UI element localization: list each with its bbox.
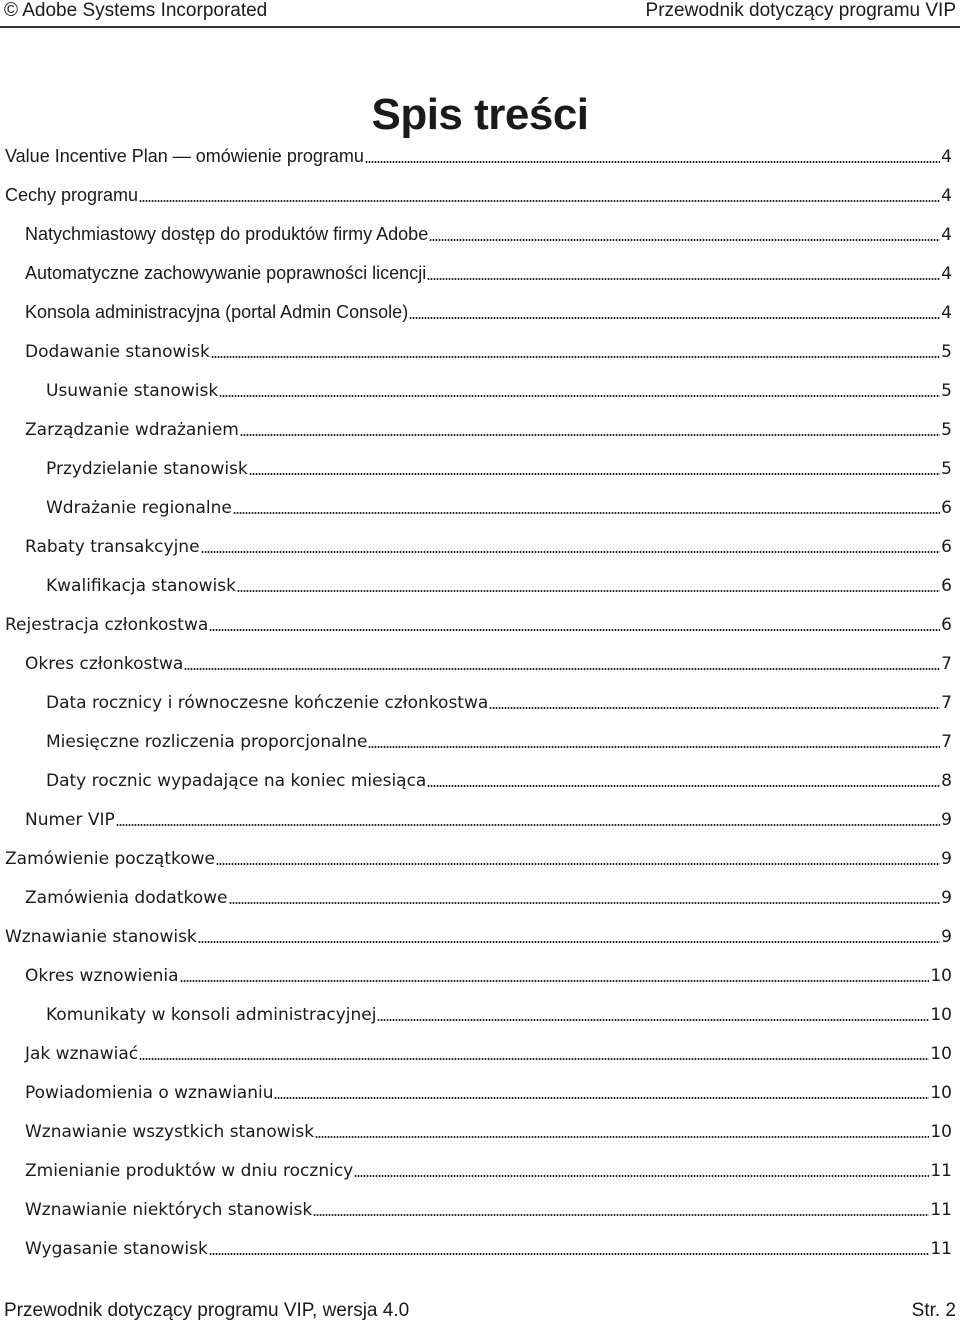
toc-entry[interactable] bbox=[0, 605, 960, 644]
toc-entry[interactable] bbox=[0, 566, 960, 605]
toc-entry[interactable] bbox=[0, 215, 960, 254]
toc-entry-page-number: 10 bbox=[930, 1121, 952, 1142]
toc-dot-leader bbox=[198, 941, 940, 943]
toc-dot-leader bbox=[219, 395, 940, 397]
toc-dot-leader bbox=[429, 239, 940, 241]
toc-dot-leader bbox=[489, 707, 940, 709]
toc-entry[interactable] bbox=[0, 839, 960, 878]
toc-dot-leader bbox=[427, 278, 940, 280]
toc-dot-leader bbox=[139, 1058, 929, 1060]
toc-entry-page-number: 10 bbox=[930, 1082, 952, 1103]
header-guide-title: Przewodnik dotyczący programu VIP bbox=[645, 0, 956, 21]
toc-entry-page-number: 4 bbox=[941, 146, 952, 167]
footer-document-version: Przewodnik dotyczący programu VIP, wersja 4.0 bbox=[4, 1300, 410, 1321]
toc-entry-label: Zamówienie początkowe bbox=[5, 848, 216, 869]
toc-entry-label: Rabaty transakcyjne bbox=[25, 536, 200, 557]
toc-entry-label: Wznawianie wszystkich stanowisk bbox=[25, 1121, 315, 1142]
toc-entry[interactable] bbox=[0, 1229, 960, 1268]
toc-entry-page-number: 10 bbox=[930, 1043, 952, 1064]
toc-entry-page-number: 9 bbox=[941, 887, 952, 908]
toc-entry-page-number: 9 bbox=[941, 848, 952, 869]
page-header bbox=[0, 0, 960, 28]
toc-entry-page-number: 6 bbox=[941, 536, 952, 557]
toc-entry-page-number: 5 bbox=[941, 419, 952, 440]
footer-page-number: Str. 2 bbox=[911, 1300, 956, 1321]
toc-entry-label: Wygasanie stanowisk bbox=[25, 1238, 208, 1259]
toc-dot-leader bbox=[201, 551, 941, 553]
toc-entry-label: Jak wznawiać bbox=[25, 1043, 139, 1064]
toc-entry-page-number: 10 bbox=[930, 965, 952, 986]
toc-entry[interactable] bbox=[0, 956, 960, 995]
toc-entry-page-number: 11 bbox=[930, 1199, 952, 1220]
toc-entry[interactable] bbox=[0, 332, 960, 371]
toc-entry-page-number: 4 bbox=[941, 185, 952, 206]
toc-dot-leader bbox=[180, 980, 930, 982]
toc-entry-page-number: 4 bbox=[941, 224, 952, 245]
toc-entry[interactable] bbox=[0, 1151, 960, 1190]
toc-entry-label: Dodawanie stanowisk bbox=[25, 341, 210, 362]
toc-entry[interactable] bbox=[0, 1112, 960, 1151]
toc-entry-page-number: 7 bbox=[941, 692, 952, 713]
toc-dot-leader bbox=[427, 785, 940, 787]
toc-entry-page-number: 9 bbox=[941, 926, 952, 947]
toc-entry-page-number: 6 bbox=[941, 497, 952, 518]
toc-dot-leader bbox=[274, 1097, 929, 1099]
toc-entry-label: Okres wznowienia bbox=[25, 965, 179, 986]
toc-entry-page-number: 8 bbox=[941, 770, 952, 791]
toc-entry[interactable] bbox=[0, 878, 960, 917]
toc-entry-label: Przydzielanie stanowisk bbox=[46, 458, 248, 479]
toc-entry-page-number: 11 bbox=[930, 1160, 952, 1181]
toc-entry[interactable] bbox=[0, 1190, 960, 1229]
toc-entry-page-number: 5 bbox=[941, 458, 952, 479]
toc-entry-page-number: 4 bbox=[941, 263, 952, 284]
toc-entry[interactable] bbox=[0, 449, 960, 488]
toc-dot-leader bbox=[116, 824, 940, 826]
toc-dot-leader bbox=[184, 668, 940, 670]
page-footer bbox=[0, 1298, 960, 1330]
toc-entry-label: Automatyczne zachowywanie poprawności licencji bbox=[25, 263, 427, 283]
toc-entry[interactable] bbox=[0, 488, 960, 527]
toc-entry-page-number: 7 bbox=[941, 731, 952, 752]
toc-entry-page-number: 9 bbox=[941, 809, 952, 830]
toc-entry-page-number: 10 bbox=[930, 1004, 952, 1025]
toc-entry[interactable] bbox=[0, 293, 960, 332]
toc-dot-leader bbox=[240, 434, 940, 436]
toc-entry[interactable] bbox=[0, 800, 960, 839]
page-title: Spis treści bbox=[371, 90, 589, 139]
toc-entry-label: Zarządzanie wdrażaniem bbox=[25, 419, 239, 440]
toc-entry-page-number: 11 bbox=[930, 1238, 952, 1259]
toc-dot-leader bbox=[354, 1175, 929, 1177]
toc-entry-label: Data rocznicy i równoczesne kończenie członkostwa bbox=[46, 692, 489, 713]
toc-dot-leader bbox=[211, 356, 940, 358]
toc-entry[interactable] bbox=[0, 1073, 960, 1112]
toc-entry[interactable] bbox=[0, 995, 960, 1034]
toc-entry-label: Natychmiastowy dostęp do produktów firmy Adobe bbox=[25, 224, 429, 244]
toc-entry-label: Wdrażanie regionalne bbox=[46, 497, 232, 518]
toc-entry-label: Zamówienia dodatkowe bbox=[25, 887, 228, 908]
toc-dot-leader bbox=[365, 161, 940, 163]
toc-entry-page-number: 5 bbox=[941, 341, 952, 362]
toc-dot-leader bbox=[229, 902, 941, 904]
toc-entry-label: Powiadomienia o wznawianiu bbox=[25, 1082, 274, 1103]
toc-entry-label: Konsola administracyjna (portal Admin Console) bbox=[25, 302, 409, 322]
toc-entry-label: Okres członkostwa bbox=[25, 653, 184, 674]
toc-entry-label: Kwalifikacja stanowisk bbox=[46, 575, 236, 596]
toc-entry[interactable] bbox=[0, 761, 960, 800]
toc-entry[interactable] bbox=[0, 527, 960, 566]
toc-entry[interactable] bbox=[0, 722, 960, 761]
toc-entry-label: Wznawianie niektórych stanowisk bbox=[25, 1199, 313, 1220]
toc-entry-page-number: 6 bbox=[941, 575, 952, 596]
toc-dot-leader bbox=[368, 746, 940, 748]
toc-dot-leader bbox=[313, 1214, 929, 1216]
toc-entry-label: Miesięczne rozliczenia proporcjonalne bbox=[46, 731, 368, 752]
toc-entry-label: Value Incentive Plan — omówienie programu bbox=[5, 146, 364, 166]
toc-dot-leader bbox=[233, 512, 940, 514]
toc-entry[interactable] bbox=[0, 371, 960, 410]
toc-dot-leader bbox=[315, 1136, 929, 1138]
header-copyright: © Adobe Systems Incorporated bbox=[4, 0, 268, 21]
toc-dot-leader bbox=[216, 863, 940, 865]
toc-entry-label: Zmienianie produktów w dniu rocznicy bbox=[25, 1160, 354, 1181]
toc-entry[interactable] bbox=[0, 644, 960, 683]
toc-entry-page-number: 5 bbox=[941, 380, 952, 401]
toc-entry-label: Daty rocznic wypadające na koniec miesiąca bbox=[46, 770, 427, 791]
toc-entry-label: Cechy programu bbox=[5, 185, 139, 205]
toc-entry-label: Komunikaty w konsoli administracyjnej bbox=[46, 1004, 377, 1025]
toc-entry-page-number: 7 bbox=[941, 653, 952, 674]
toc-entry[interactable] bbox=[0, 917, 960, 956]
toc-dot-leader bbox=[209, 629, 940, 631]
toc-entry-label: Wznawianie stanowisk bbox=[5, 926, 197, 947]
toc-entry[interactable] bbox=[0, 1034, 960, 1073]
toc-dot-leader bbox=[237, 590, 940, 592]
toc-entry[interactable] bbox=[0, 137, 960, 176]
toc-entry-label: Numer VIP bbox=[25, 809, 115, 830]
toc-dot-leader bbox=[409, 317, 940, 319]
toc-dot-leader bbox=[139, 200, 940, 202]
table-of-contents bbox=[0, 137, 960, 1268]
toc-entry[interactable] bbox=[0, 176, 960, 215]
toc-entry-label: Usuwanie stanowisk bbox=[46, 380, 219, 401]
toc-entry-label: Rejestracja członkostwa bbox=[5, 614, 209, 635]
toc-dot-leader bbox=[249, 473, 940, 475]
toc-dot-leader bbox=[209, 1253, 930, 1255]
toc-entry-page-number: 4 bbox=[941, 302, 952, 323]
toc-entry[interactable] bbox=[0, 410, 960, 449]
toc-entry[interactable] bbox=[0, 683, 960, 722]
toc-entry[interactable] bbox=[0, 254, 960, 293]
toc-dot-leader bbox=[377, 1019, 929, 1021]
toc-entry-page-number: 6 bbox=[941, 614, 952, 635]
